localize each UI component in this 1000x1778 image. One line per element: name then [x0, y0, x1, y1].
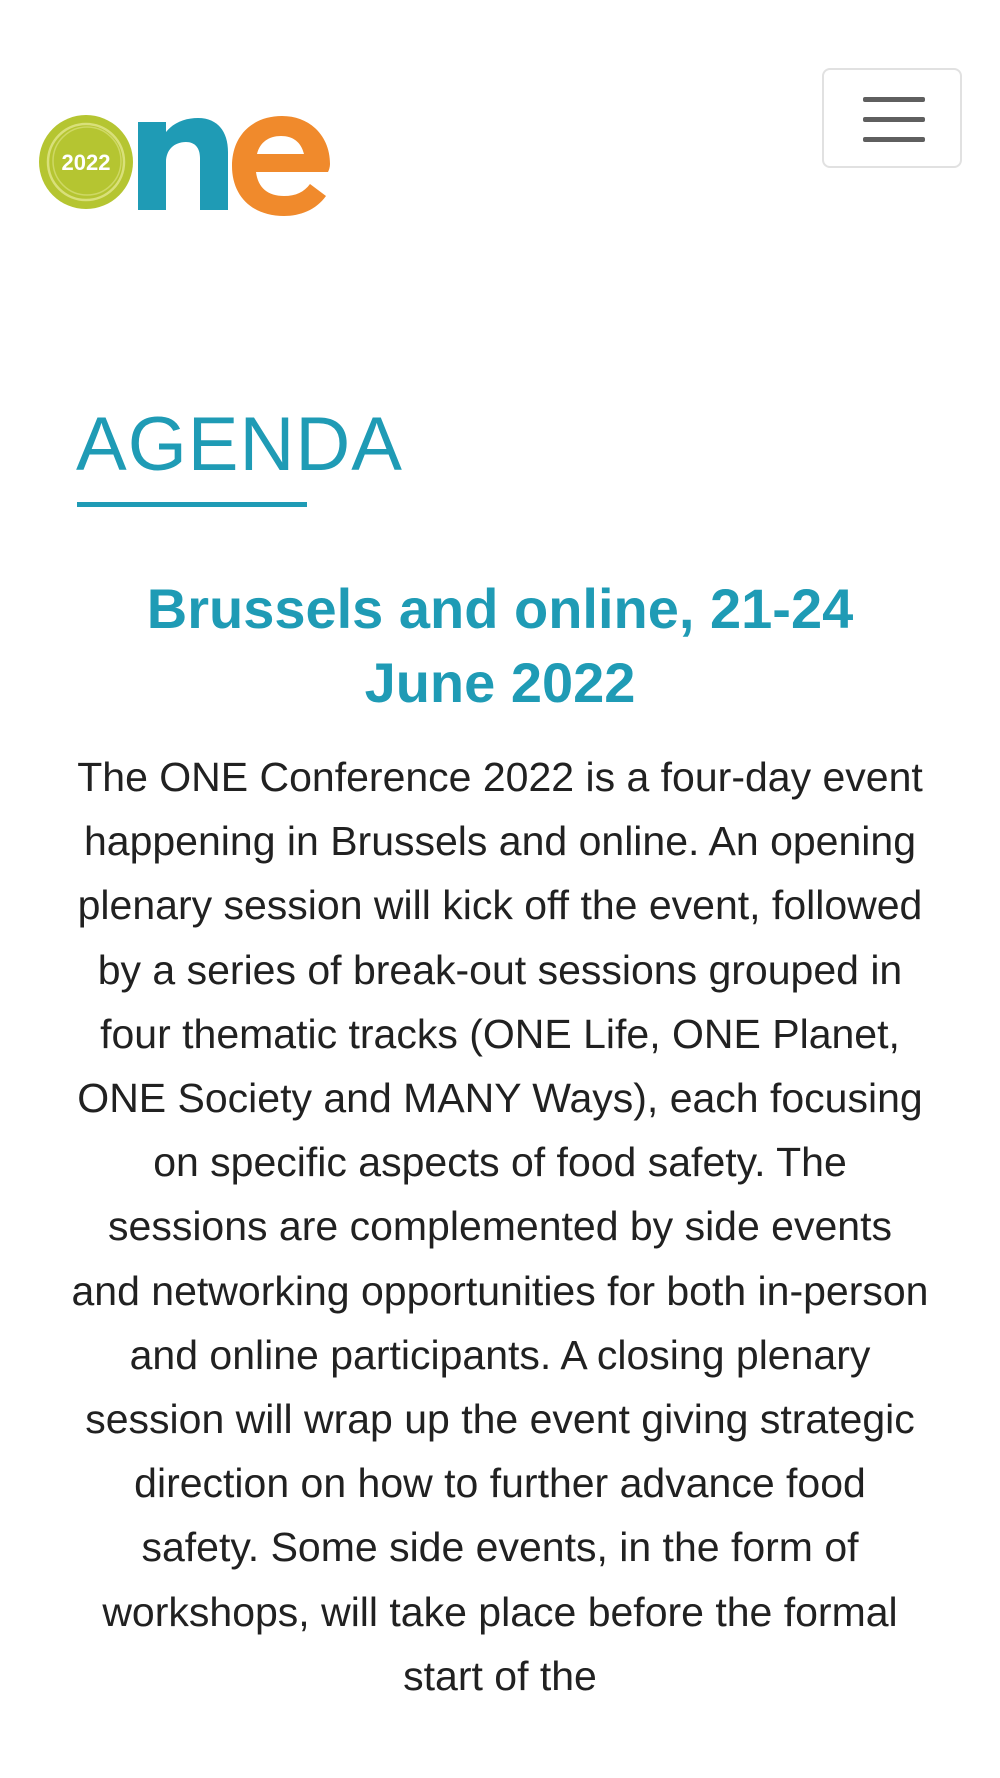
page-title: AGENDA	[76, 402, 403, 487]
hamburger-menu-icon-bar	[863, 117, 925, 122]
one-conference-logo[interactable]	[38, 110, 338, 220]
site-header	[0, 0, 1000, 230]
logo-letter-e	[232, 116, 330, 216]
logo-badge-text: 2022	[61, 150, 111, 175]
hamburger-menu-icon	[863, 97, 925, 102]
agenda-description: The ONE Conference 2022 is a four-day event happening in Brussels and online. An opening plenary session will kick off the event, followed by a series of break-out sessions grouped in four thematic tracks (ONE Life, ONE Planet, ONE Society and MANY Ways), each focusing on specific aspects of food safety. The sessions are complemented by side events and networking opportunities for both in-person and online participants. A closing plenary session will wrap up the event giving strategic direction on how to further advance food safety. Some side events, in the form of workshops, will take place before the formal start of the	[71, 754, 929, 1699]
title-underline	[77, 502, 307, 507]
hamburger-menu-icon-bar	[863, 137, 925, 142]
badge-2022-icon	[39, 115, 133, 209]
menu-toggle-button[interactable]	[822, 68, 962, 168]
event-subtitle: Brussels and online, 21-24 June 2022	[146, 577, 854, 714]
logo-letter-n	[138, 118, 228, 210]
